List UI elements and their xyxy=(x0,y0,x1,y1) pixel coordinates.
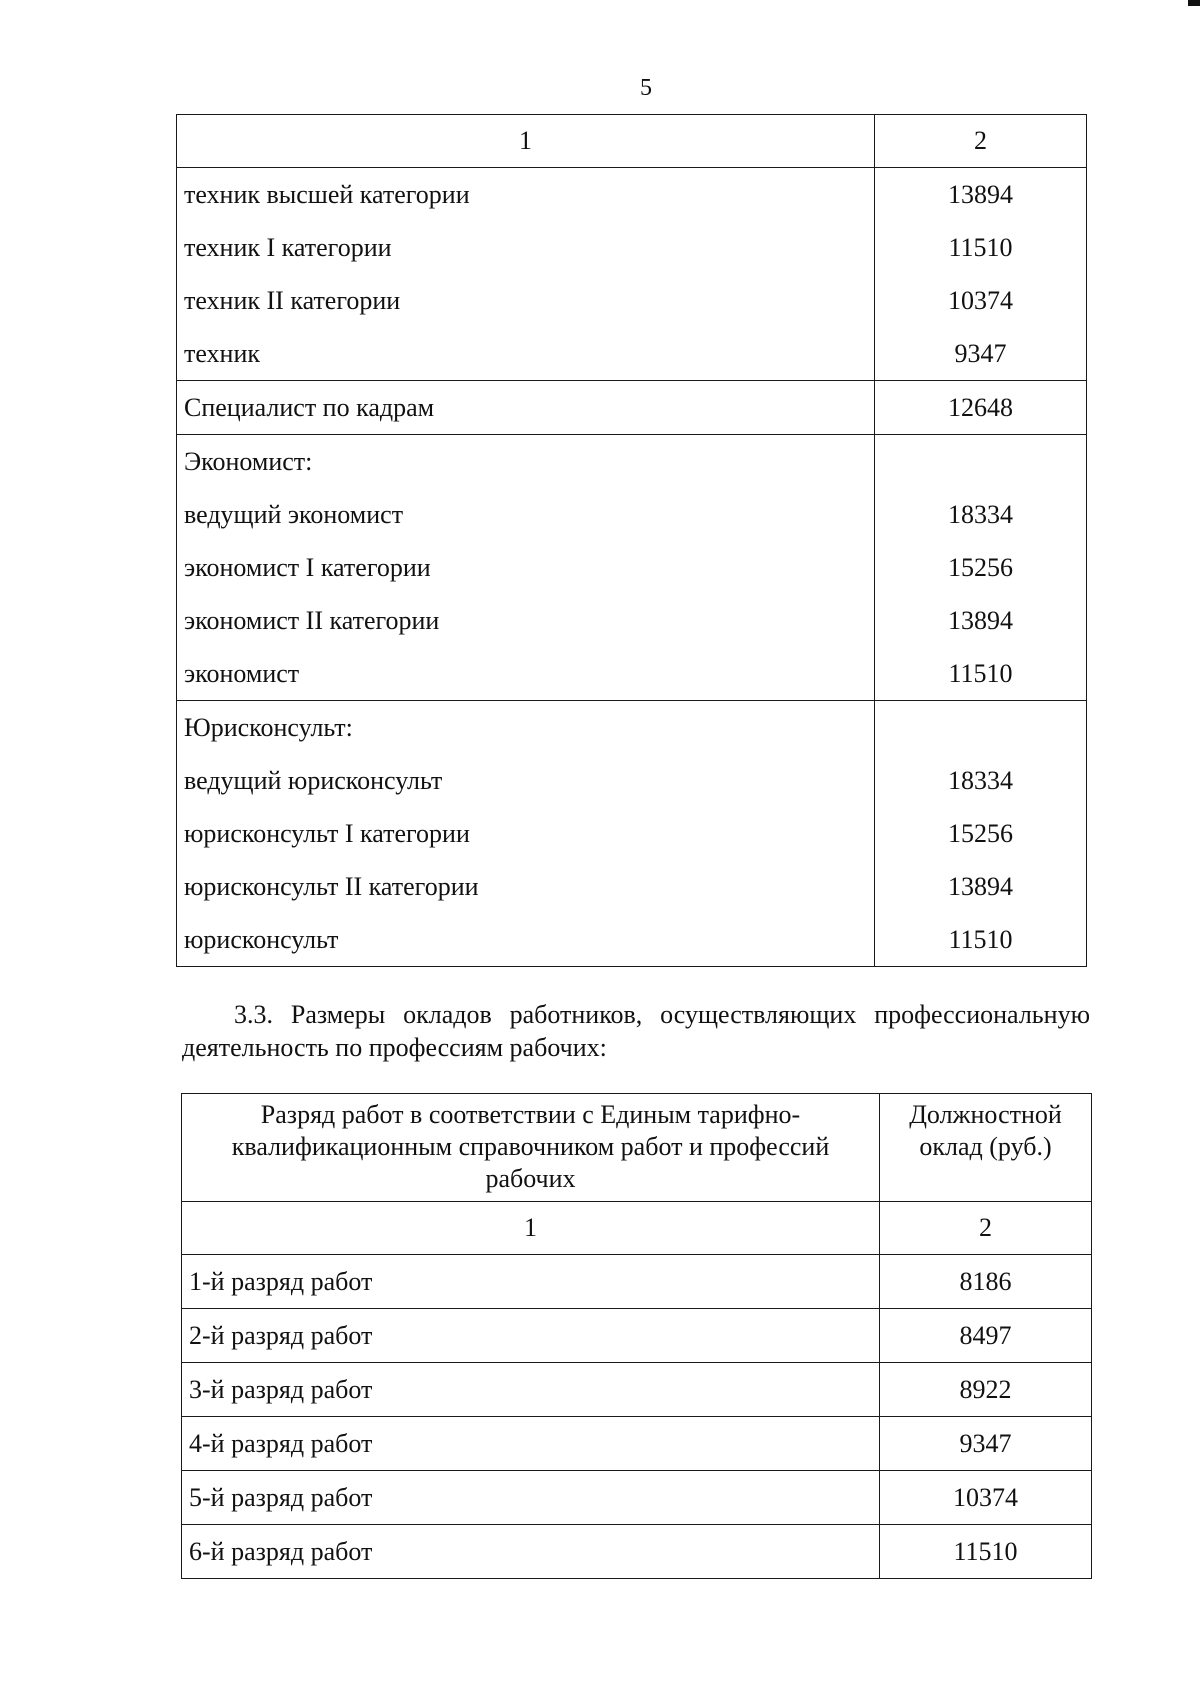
grade-name: 2-й разряд работ xyxy=(182,1309,880,1363)
table-row-group xyxy=(177,701,1087,967)
page-number: 5 xyxy=(640,75,652,101)
position-names-cell xyxy=(177,381,875,435)
scan-corner-mark xyxy=(1188,0,1200,6)
position-name: экономист II категории xyxy=(184,605,440,635)
position-name: юрисконсульт II категории xyxy=(184,871,479,901)
salary-value: 8922 xyxy=(880,1363,1092,1417)
table-number-row xyxy=(182,1202,1092,1255)
salary-value: 12648 xyxy=(948,392,1013,422)
salary-value: 18334 xyxy=(948,765,1013,795)
salary-value: 13894 xyxy=(948,179,1013,209)
column-number-1: 1 xyxy=(177,115,875,168)
position-names-cell xyxy=(177,435,875,701)
salary-value: 11510 xyxy=(880,1525,1092,1579)
grade-name: 4-й разряд работ xyxy=(182,1417,880,1471)
salary-value: 15256 xyxy=(948,552,1013,582)
table-header-row xyxy=(177,115,1087,168)
position-name: ведущий экономист xyxy=(184,499,404,529)
grade-name: 6-й разряд работ xyxy=(182,1525,880,1579)
table-header-row xyxy=(182,1094,1092,1202)
salary-value xyxy=(875,435,1086,488)
grade-name: 1-й разряд работ xyxy=(182,1255,880,1309)
position-name: Экономист: xyxy=(184,446,313,476)
table-row xyxy=(182,1309,1092,1363)
table-row-group xyxy=(177,435,1087,701)
header-grade-column: Разряд работ в соответствии с Единым тарифно-квалификационным справочником работ и профессий рабочих xyxy=(182,1094,880,1202)
salary-value: 11510 xyxy=(948,232,1013,262)
position-name: техник xyxy=(184,338,261,368)
salary-value: 9347 xyxy=(954,338,1007,368)
table-row xyxy=(182,1471,1092,1525)
salary-value: 10374 xyxy=(880,1471,1092,1525)
position-names-cell xyxy=(177,701,875,967)
salary-value xyxy=(875,701,1086,754)
table-row xyxy=(182,1363,1092,1417)
table-row xyxy=(182,1525,1092,1579)
salary-value: 10374 xyxy=(948,285,1013,315)
salary-values-cell xyxy=(875,701,1087,967)
header-salary-column: Должностной оклад (руб.) xyxy=(880,1094,1092,1202)
position-name: юрисконсульт xyxy=(184,924,339,954)
position-name: техник II категории xyxy=(184,285,401,315)
salary-value: 15256 xyxy=(948,818,1013,848)
position-name: техник I категории xyxy=(184,232,392,262)
salary-value: 11510 xyxy=(948,924,1013,954)
position-name: Юрисконсульт: xyxy=(184,712,353,742)
salary-values-cell xyxy=(875,168,1087,381)
table-row xyxy=(182,1255,1092,1309)
position-name: экономист xyxy=(184,658,300,688)
position-name: экономист I категории xyxy=(184,552,431,582)
position-name: техник высшей категории xyxy=(184,179,470,209)
column-number-2: 2 xyxy=(880,1202,1092,1255)
salary-values-cell xyxy=(875,381,1087,435)
table-row-group xyxy=(177,168,1087,381)
column-number-2: 2 xyxy=(875,115,1087,168)
salary-table-workers xyxy=(181,1093,1092,1579)
salary-value: 18334 xyxy=(948,499,1013,529)
salary-table-specialists xyxy=(176,114,1087,967)
column-number-1: 1 xyxy=(182,1202,880,1255)
salary-value: 13894 xyxy=(948,605,1013,635)
salary-value: 11510 xyxy=(948,658,1013,688)
position-names-cell xyxy=(177,168,875,381)
section-paragraph-3-3 xyxy=(182,998,1090,1064)
paragraph-line-2: деятельность по профессиям рабочих: xyxy=(182,1033,607,1062)
salary-value: 8497 xyxy=(880,1309,1092,1363)
table-row xyxy=(182,1417,1092,1471)
position-name: Специалист по кадрам xyxy=(184,392,435,422)
table-row-group xyxy=(177,381,1087,435)
paragraph-line-1: 3.3. Размеры окладов работников, осуществляющих профессиональную xyxy=(234,1000,1090,1029)
grade-name: 5-й разряд работ xyxy=(182,1471,880,1525)
grade-name: 3-й разряд работ xyxy=(182,1363,880,1417)
position-name: ведущий юрисконсульт xyxy=(184,765,443,795)
position-name: юрисконсульт I категории xyxy=(184,818,470,848)
salary-value: 8186 xyxy=(880,1255,1092,1309)
salary-value: 9347 xyxy=(880,1417,1092,1471)
salary-value: 13894 xyxy=(948,871,1013,901)
salary-values-cell xyxy=(875,435,1087,701)
